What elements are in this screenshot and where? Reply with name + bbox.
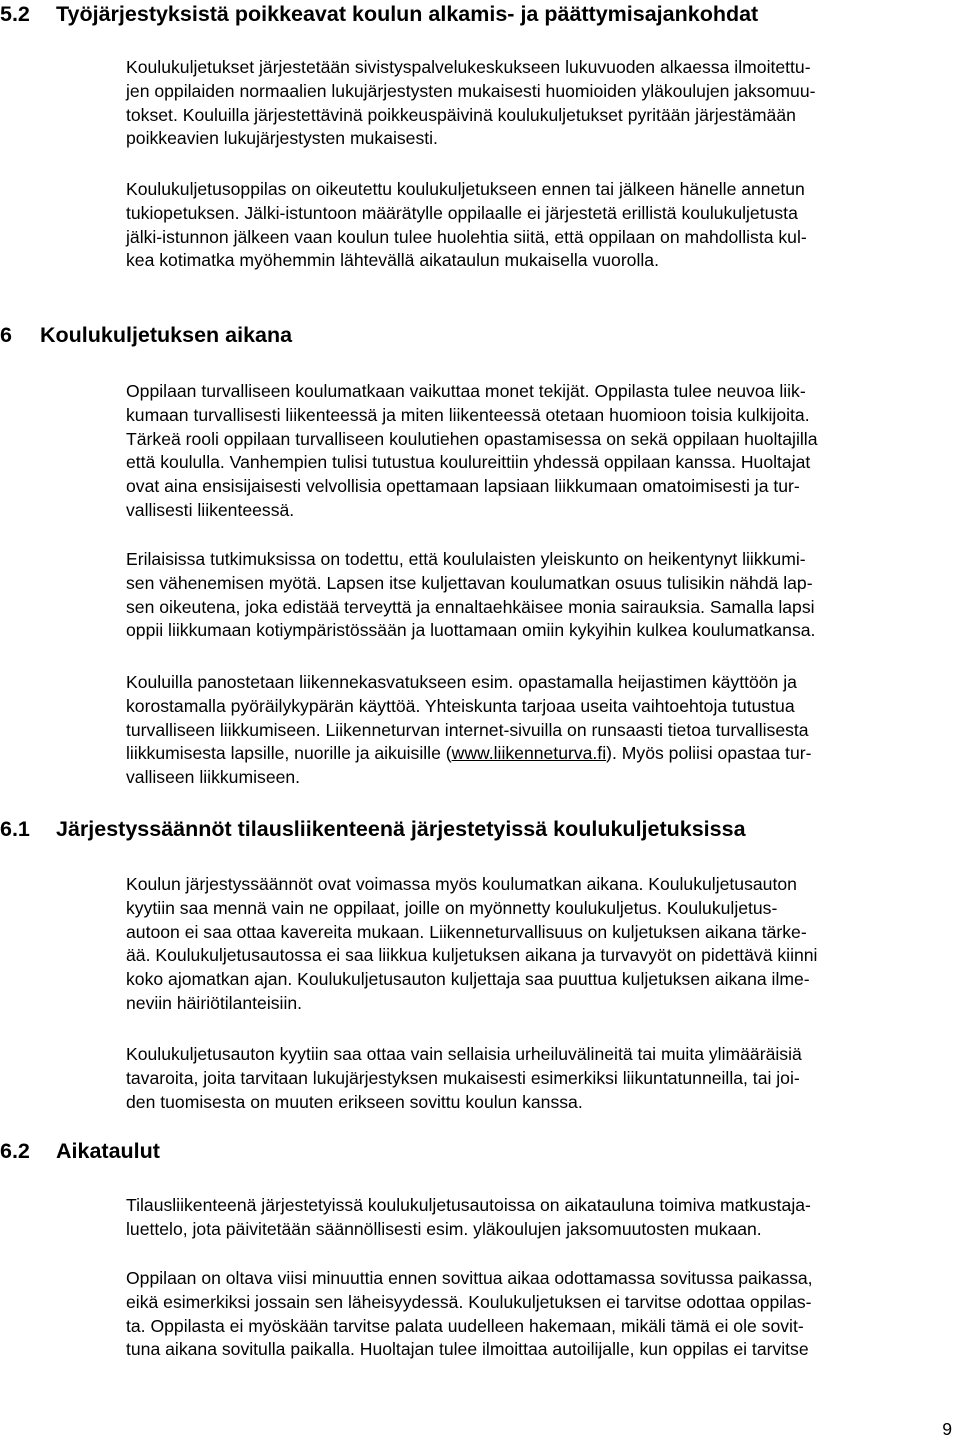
section-6-1-paragraph-1: Koulun järjestyssäännöt ovat voimassa myös koulumatkan aikana. Koulukuljetusauton kyytiin saa mennä vain ne oppilaat, joille on myönnetty koulukuljetus. Koulukuljetus- autoon ei saa ottaa kavereita mukaan. Liikenneturvallisuus on kuljetuksen aikana tärke- ää. Koulukuljetusautossa ei saa liikkua kuljetuksen aikana ja turvavyöt on pidettävä kiinni koko ajomatkan ajan. Koulukuljetusauton kuljettaja saa puuttua kuljetuksen aikana ilme- neviin häiriötilanteisiin. xyxy=(126,874,818,1013)
section-6-paragraph-3-text-end: ). Myös poliisi opastaa tur- valliseen liikkumiseen. xyxy=(126,743,812,788)
heading-6 xyxy=(0,322,292,348)
heading-6-1 xyxy=(0,816,746,842)
page-number: 9 xyxy=(942,1419,952,1439)
section-5-2-paragraph-1: Koulukuljetukset järjestetään sivistyspalvelukeskukseen lukuvuoden alkaessa ilmoitettu- jen oppilaiden normaalien lukujärjestysten mukaisesti huomioiden yläkoulujen jaksomuu- tokset. Kouluilla järjestettävinä poikkeuspäivinä koulukuljetukset pyritään järjestämään poikkeavien lukujärjestysten mukaisesti. xyxy=(126,57,816,149)
section-6-1-paragraph-2: Koulukuljetusauton kyytiin saa ottaa vain sellaisia urheiluvälineitä tai muita ylimääräisiä tavaroita, joita tarvitaan lukujärjestyksen mukaisesti esimerkiksi liikuntatunneilla, tai joi- den tuomisesta on muuten erikseen sovittu koulun kanssa. xyxy=(126,1044,802,1112)
section-6-paragraph-3-text-start: Kouluilla panostetaan liikennekasvatukseen esim. opastamalla heijastimen käyttöön ja korostamalla pyöräilykypärän käyttöä. Yhteiskunta tarjoaa useita vaihtoehtoja tutustua turvalliseen liikkumiseen. Liikenneturvan internet-sivuilla on runsaasti tietoa turvallisesta liikkumisesta lapsille, nuorille ja aikuisille ( xyxy=(126,672,809,764)
section-6-2-paragraph-2: Oppilaan on oltava viisi minuuttia ennen sovittua aikaa odottamassa sovitussa paikassa, eikä esimerkiksi jossain sen läheisyydessä. Koulukuljetuksen ei tarvitse odottaa oppilas- ta. Oppilasta ei myöskään tarvitse palata uudelleen hakemaan, mikäli tämä ei ole sovit- tuna aikana sovitulla paikalla. Huoltajan tulee ilmoittaa autoilijalle, kun oppilas ei tarvitse xyxy=(126,1268,813,1360)
heading-6-2-title: Aikataulut xyxy=(56,1139,160,1163)
section-6-paragraph-1: Oppilaan turvalliseen koulumatkaan vaikuttaa monet tekijät. Oppilasta tulee neuvoa liik- kumaan turvallisesti liikenteessä ja miten liikenteessä otetaan huomioon toisia kulkijoita. Tärkeä rooli oppilaan turvalliseen koulutiehen opastamisessa on sekä oppilaan huoltajilla että koululla. Vanhempien tulisi tutustua koulureittiin yhdessä oppilaan kanssa. Huoltajat ovat aina ensisijaisesti velvollisia opettamaan lapsiaan liikkumaan omatoimisesti ja tur- vallisesti liikenteessä. xyxy=(126,381,818,520)
heading-6-2 xyxy=(0,1138,160,1164)
heading-6-2-number: 6.2 xyxy=(0,1139,30,1163)
heading-5-2 xyxy=(0,1,758,27)
heading-6-1-number: 6.1 xyxy=(0,817,30,841)
section-6-2-paragraph-1: Tilausliikenteenä järjestetyissä koulukuljetusautoissa on aikatauluna toimiva matkustaja- luettelo, jota päivitetään säännöllisesti esim. yläkoulujen jaksomuutosten mukaan. xyxy=(126,1195,811,1239)
section-6-paragraph-2: Erilaisissa tutkimuksissa on todettu, että koululaisten yleiskunto on heikentynyt liikkumi- sen vähenemisen myötä. Lapsen itse kuljettavan koulumatkan osuus tulisikin nähdä lap- sen oikeutena, joka edistää terveyttä ja ennaltaehkäisee monia sairauksia. Samalla lapsi oppii liikkumaan kotiympäristössään ja luottamaan omiin kykyihin kulkea koulumatkansa. xyxy=(126,549,816,641)
section-5-2-paragraph-2: Koulukuljetusoppilas on oikeutettu koulukuljetukseen ennen tai jälkeen hänelle annetun tukiopetuksen. Jälki-istuntoon määrätylle oppilaalle ei järjestetä erillistä koulukuljetusta jälki-istunnon jälkeen vaan koulun tulee huolehtia siitä, että oppilaan on mahdollista kul- kea kotimatka myöhemmin lähtevällä aikataulun mukaisella vuorolla. xyxy=(126,179,807,271)
liikenneturva-link[interactable]: www.liikenneturva.fi xyxy=(451,743,607,764)
heading-6-1-title: Järjestyssäännöt tilausliikenteenä järjestetyissä koulukuljetuksissa xyxy=(56,817,746,841)
heading-5-2-number: 5.2 xyxy=(0,2,30,26)
heading-6-title: Koulukuljetuksen aikana xyxy=(40,323,293,347)
heading-6-number: 6 xyxy=(0,323,12,347)
heading-5-2-title: Työjärjestyksistä poikkeavat koulun alkamis- ja päättymisajankohdat xyxy=(56,2,759,26)
section-6-paragraph-3 xyxy=(126,671,960,790)
